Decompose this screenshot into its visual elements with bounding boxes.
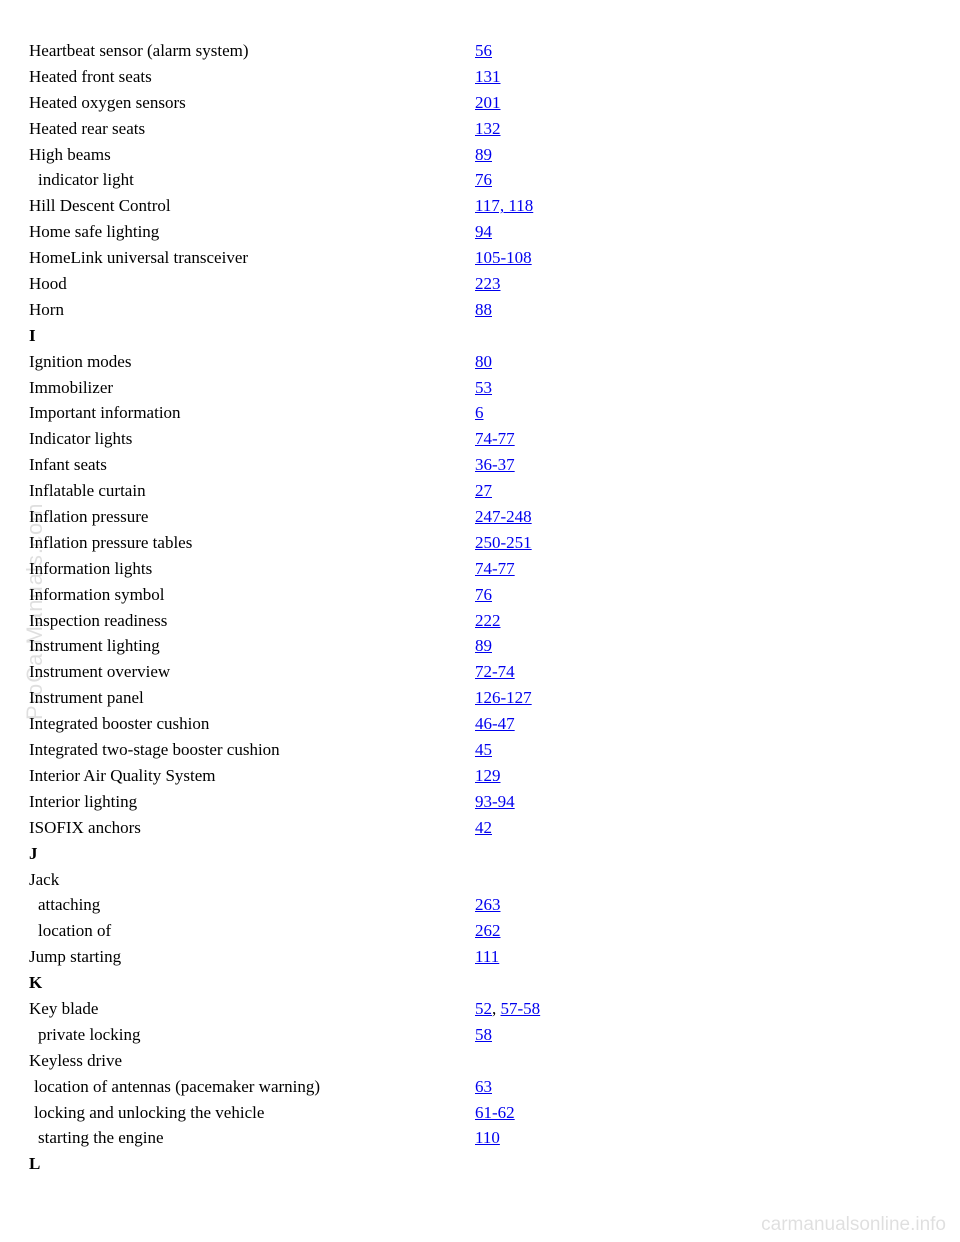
index-entry	[0, 245, 960, 271]
index-entry	[0, 349, 960, 375]
page-refs	[475, 38, 492, 64]
page-link[interactable]: 76	[475, 170, 492, 190]
index-entry	[0, 1022, 960, 1048]
index-entry	[0, 1100, 960, 1126]
index-term: HomeLink universal transceiver	[29, 248, 249, 268]
page-link[interactable]: 61-62	[475, 1102, 515, 1122]
index-subterm: location of	[38, 921, 112, 941]
page-refs	[475, 582, 492, 608]
index-entry	[0, 918, 960, 944]
page-link[interactable]: 58	[475, 1024, 492, 1044]
watermark-bottom-right: carmanualsonline.info	[761, 1214, 946, 1235]
index-entry	[0, 400, 960, 426]
page-link[interactable]: 263	[475, 895, 501, 915]
page-link[interactable]: 46-47	[475, 714, 515, 734]
index-entry	[0, 452, 960, 478]
index-term: Integrated two-stage booster cushion	[29, 740, 280, 760]
index-term: Inflation pressure	[29, 507, 149, 527]
page-link[interactable]: 89	[475, 144, 492, 164]
page-link[interactable]: 247-248	[475, 507, 532, 527]
index-term: Heartbeat sensor (alarm system)	[29, 41, 249, 60]
index-entry	[0, 737, 960, 763]
page-link[interactable]: 105-108	[475, 248, 532, 268]
page-refs	[475, 64, 501, 90]
index-entry	[0, 685, 960, 711]
index-entry	[0, 504, 960, 530]
page-refs	[475, 167, 492, 193]
index-subterm: location of antennas (pacemaker warning)	[34, 1076, 321, 1096]
page-link[interactable]: 42	[475, 817, 492, 837]
watermark-left: ProCarManuals.com	[22, 502, 47, 720]
letter-heading: L	[29, 1154, 41, 1174]
page-refs	[475, 556, 515, 582]
index-entry	[0, 167, 960, 193]
index-term: Inflatable curtain	[29, 481, 146, 501]
page-link[interactable]: 88	[475, 299, 492, 319]
index-entry	[0, 867, 960, 893]
index-term: Inflation pressure tables	[29, 532, 193, 552]
page-refs	[475, 271, 501, 297]
page-refs	[475, 789, 515, 815]
index-term: Heated front seats	[29, 66, 152, 86]
page-refs	[475, 1125, 500, 1151]
page-refs	[475, 504, 532, 530]
page-link[interactable]: 53	[475, 377, 492, 397]
page-refs	[475, 142, 492, 168]
page-link[interactable]: 201	[475, 92, 501, 112]
index-term: Interior lighting	[29, 791, 138, 811]
index-term: Instrument lighting	[29, 636, 160, 656]
index-entry	[0, 116, 960, 142]
page-link[interactable]: 262	[475, 921, 501, 941]
index-entry	[0, 944, 960, 970]
page-refs	[475, 659, 515, 685]
index-term: ISOFIX anchors	[29, 817, 141, 837]
index-subterm: starting the engine	[38, 1128, 164, 1148]
index-term: Instrument overview	[29, 662, 171, 682]
page-link[interactable]: 126-127	[475, 688, 532, 708]
index-term: High beams	[29, 144, 111, 164]
page-link[interactable]: 250-251	[475, 532, 532, 552]
page-link[interactable]: 74-77	[475, 558, 515, 578]
page-link[interactable]: 52	[475, 998, 492, 1018]
index-term: Keyless drive	[29, 1050, 123, 1070]
page-link[interactable]: 36-37	[475, 455, 515, 475]
index-subterm: locking and unlocking the vehicle	[34, 1102, 265, 1122]
page-refs	[475, 245, 532, 271]
page-refs	[475, 763, 501, 789]
index-entry	[0, 90, 960, 116]
index-letter-heading	[0, 970, 960, 996]
index-entry	[0, 892, 960, 918]
index-list	[0, 38, 960, 1177]
index-entry	[0, 608, 960, 634]
index-term: Immobilizer	[29, 377, 114, 397]
index-entry	[0, 711, 960, 737]
page-refs	[475, 944, 499, 970]
index-term: Interior Air Quality System	[29, 765, 216, 785]
index-subterm: attaching	[38, 895, 101, 915]
page-link[interactable]: 94	[475, 222, 492, 242]
index-term: Information symbol	[29, 584, 165, 604]
page-link[interactable]: 56	[475, 41, 492, 60]
index-term: Horn	[29, 299, 64, 319]
index-term: Home safe lighting	[29, 222, 160, 242]
page-refs	[475, 349, 492, 375]
index-term: Instrument panel	[29, 688, 144, 708]
letter-heading: J	[29, 843, 38, 863]
index-entry	[0, 556, 960, 582]
page-link[interactable]: 111	[475, 947, 500, 967]
page-refs	[475, 918, 501, 944]
page-refs	[475, 892, 501, 918]
page-link[interactable]: 132	[475, 118, 501, 138]
index-letter-heading	[0, 323, 960, 349]
page-link[interactable]: 223	[475, 274, 501, 294]
index-entry	[0, 789, 960, 815]
index-entry	[0, 530, 960, 556]
index-subterm: private locking	[38, 1024, 141, 1044]
page-separator: ,	[492, 998, 501, 1018]
page-link[interactable]: 89	[475, 636, 492, 656]
index-term: Information lights	[29, 558, 153, 578]
index-entry	[0, 38, 960, 64]
index-entry	[0, 219, 960, 245]
index-entry	[0, 142, 960, 168]
index-entry	[0, 763, 960, 789]
index-term: Infant seats	[29, 455, 107, 475]
page-refs	[475, 737, 492, 763]
index-term: Jack	[29, 869, 60, 889]
page-link[interactable]: 6	[475, 403, 484, 423]
page-link[interactable]: 129	[475, 765, 501, 785]
index-term: Key blade	[29, 998, 99, 1018]
index-term: Heated oxygen sensors	[29, 92, 186, 112]
page-refs	[475, 685, 532, 711]
index-term: Jump starting	[29, 947, 122, 967]
index-entry	[0, 1048, 960, 1074]
index-entry	[0, 659, 960, 685]
page-link[interactable]: 80	[475, 351, 492, 371]
page-refs	[475, 375, 492, 401]
index-entry	[0, 193, 960, 219]
index-entry	[0, 426, 960, 452]
index-entry	[0, 815, 960, 841]
index-term: Heated rear seats	[29, 118, 146, 138]
page-refs	[475, 815, 492, 841]
index-entry	[0, 297, 960, 323]
page-link[interactable]: 45	[475, 740, 492, 760]
page-refs	[475, 452, 515, 478]
page-refs	[475, 90, 501, 116]
index-entry	[0, 1125, 960, 1151]
page-link[interactable]: 74-77	[475, 429, 515, 449]
page-link[interactable]: 222	[475, 610, 501, 630]
page-refs	[475, 608, 501, 634]
page-refs	[475, 996, 540, 1022]
index-subterm: indicator light	[38, 170, 134, 190]
page-refs	[475, 116, 501, 142]
page-link[interactable]: 110	[475, 1128, 500, 1148]
index-term: Ignition modes	[29, 351, 132, 371]
index-entry	[0, 271, 960, 297]
page-refs	[475, 426, 515, 452]
index-letter-heading	[0, 841, 960, 867]
letter-heading: K	[29, 973, 43, 993]
page-link[interactable]: 117, 118	[475, 196, 534, 216]
page-refs	[475, 478, 492, 504]
index-entry	[0, 996, 960, 1022]
page-link[interactable]: 72-74	[475, 662, 515, 682]
index-letter-heading	[0, 1151, 960, 1177]
page-refs	[475, 193, 533, 219]
index-term: Integrated booster cushion	[29, 714, 210, 734]
index-term: Important information	[29, 403, 181, 423]
index-entry	[0, 582, 960, 608]
page-refs	[475, 711, 515, 737]
page-link[interactable]: 131	[475, 66, 501, 86]
index-entry	[0, 633, 960, 659]
page-link[interactable]: 63	[475, 1076, 492, 1096]
page-refs	[475, 1022, 492, 1048]
index-entry	[0, 64, 960, 90]
page-refs	[475, 1100, 515, 1126]
page-link[interactable]: 93-94	[475, 791, 515, 811]
page-link[interactable]: 27	[475, 481, 492, 501]
page-link[interactable]: 57-58	[500, 998, 541, 1018]
index-term: Hood	[29, 274, 67, 294]
index-entry	[0, 478, 960, 504]
page-refs	[475, 297, 492, 323]
index-term: Hill Descent Control	[29, 196, 171, 216]
page-refs	[475, 530, 532, 556]
index-term: Indicator lights	[29, 429, 133, 449]
page-refs	[475, 400, 484, 426]
page-refs	[475, 633, 492, 659]
page-refs	[475, 219, 492, 245]
page-link[interactable]: 76	[475, 584, 492, 604]
page-refs	[475, 1074, 492, 1100]
letter-heading: I	[29, 325, 36, 345]
index-term: Inspection readiness	[29, 610, 168, 630]
index-entry	[0, 375, 960, 401]
index-entry	[0, 1074, 960, 1100]
